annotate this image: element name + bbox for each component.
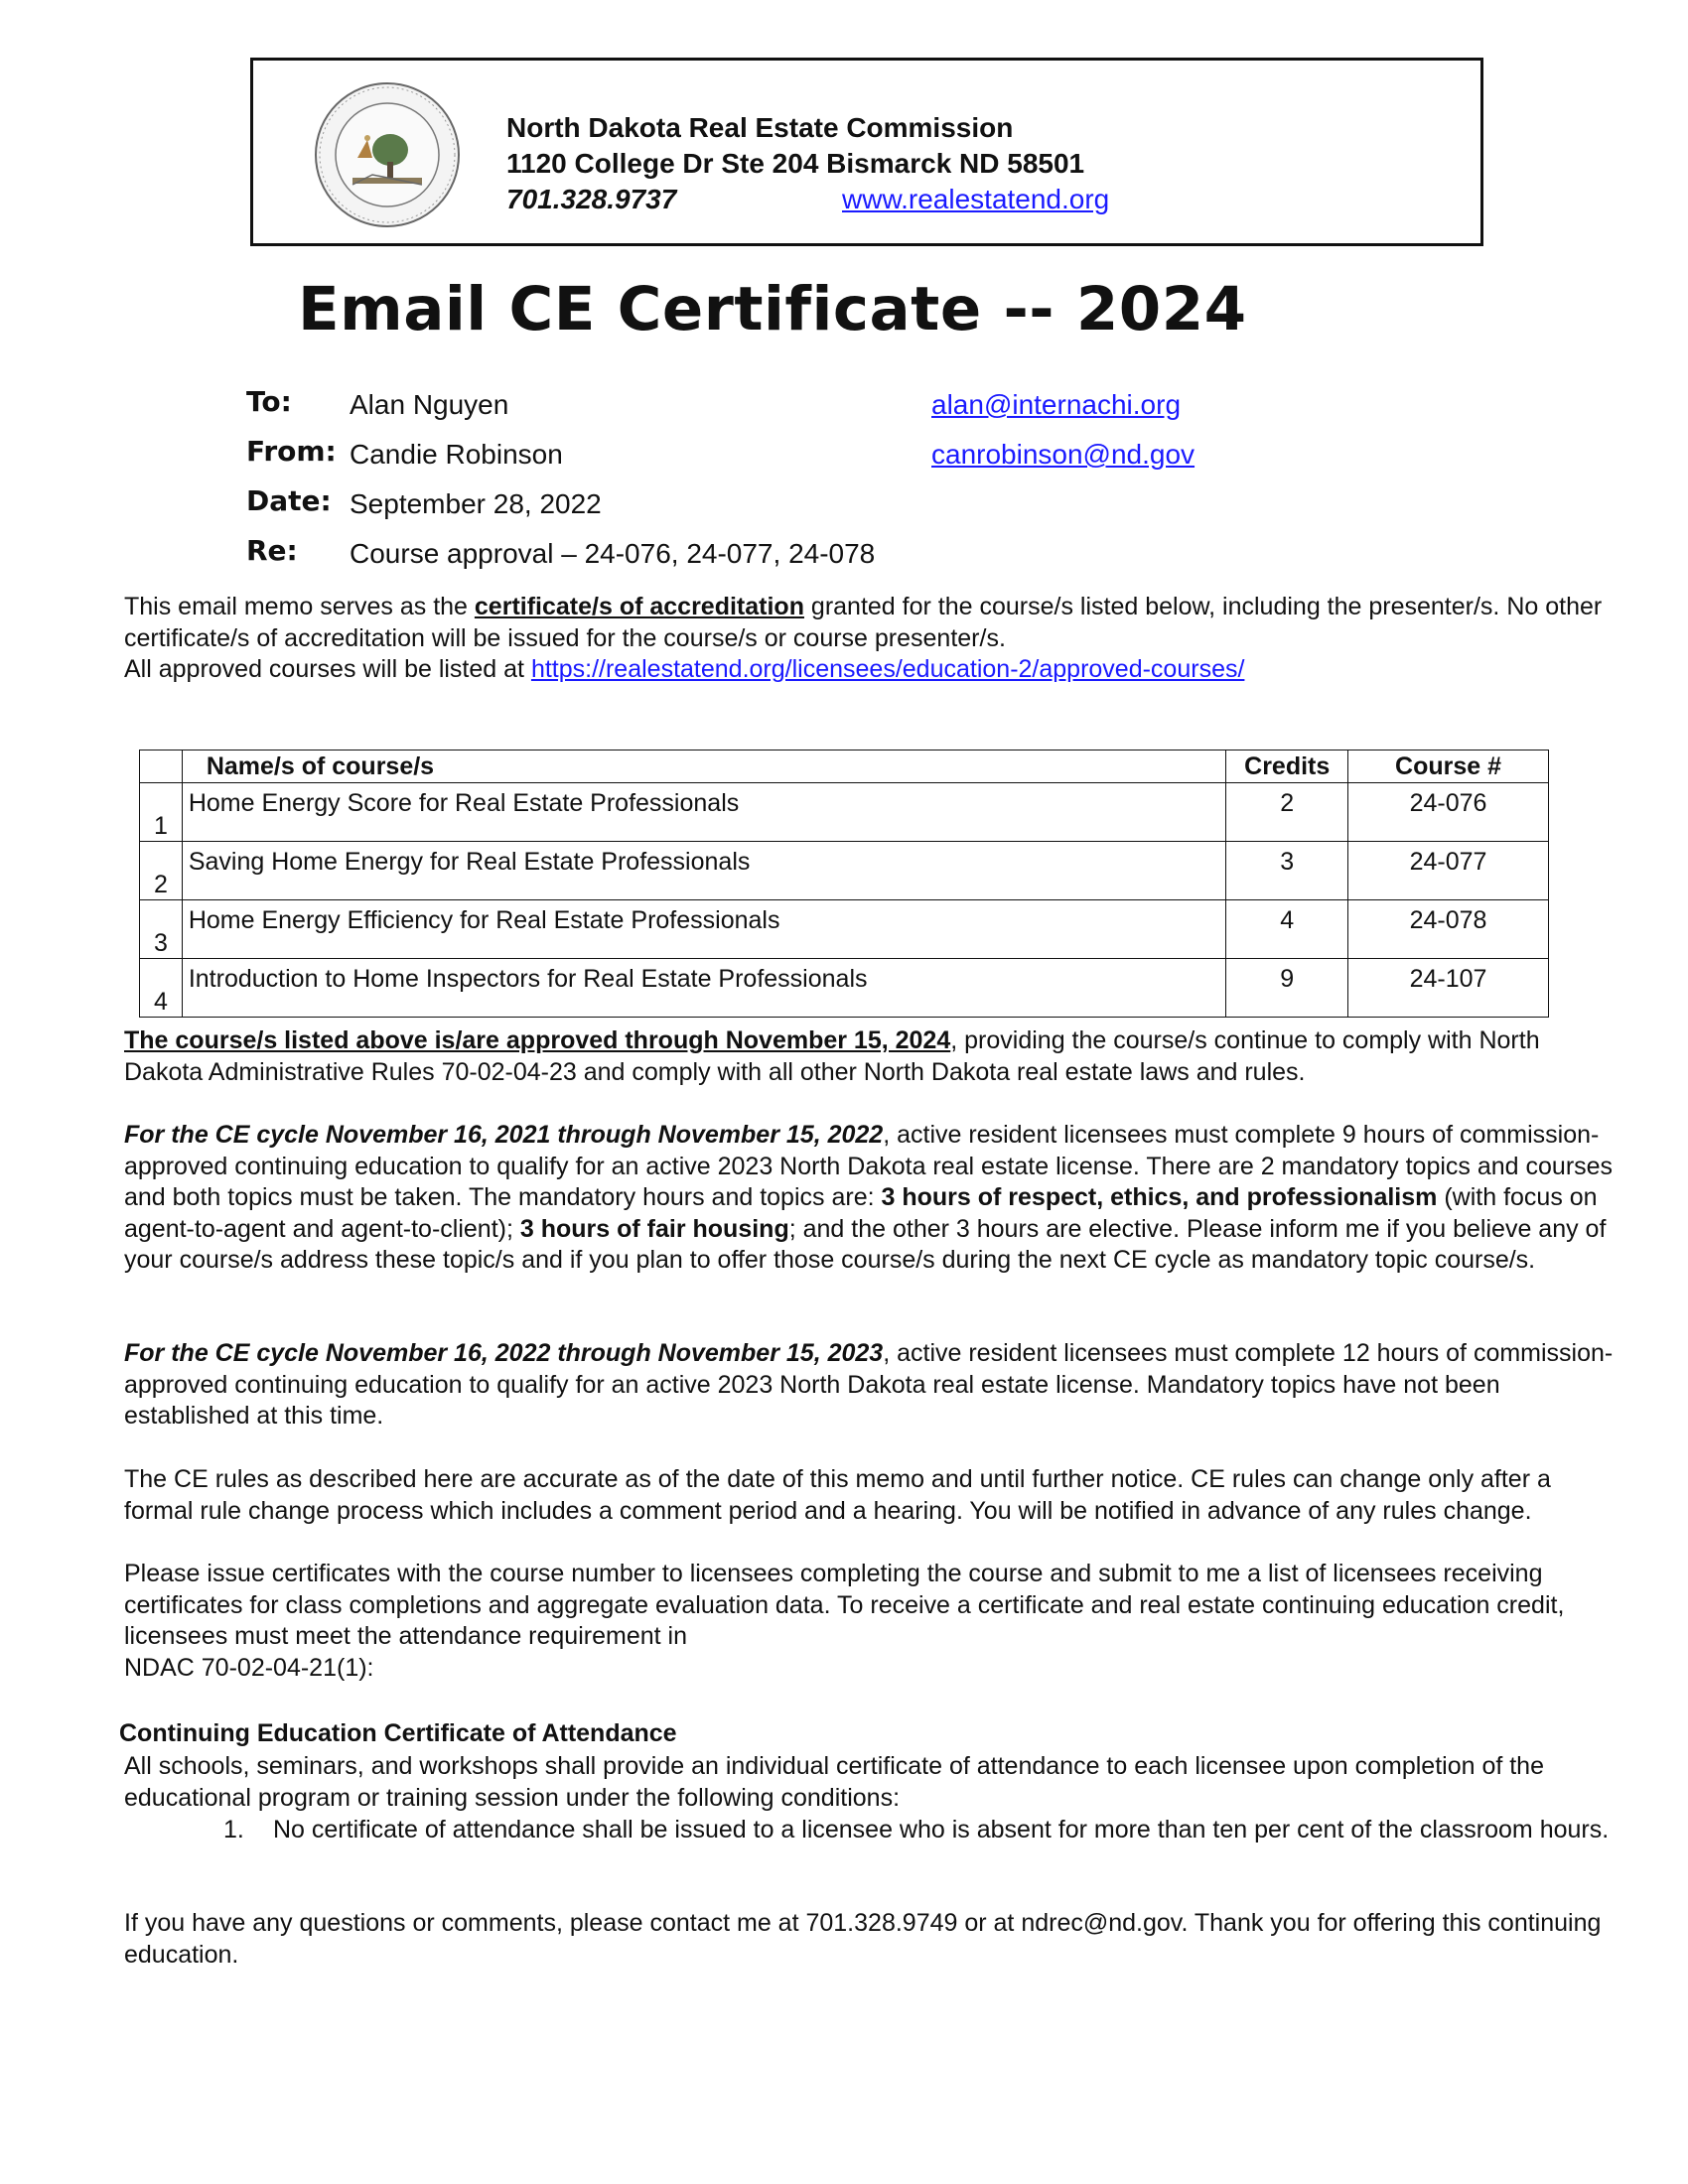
org-address: 1120 College Dr Ste 204 Bismarck ND 58501	[506, 148, 1085, 179]
course-number: 24-107	[1348, 959, 1549, 1018]
cycle2-text: , active resident licensees must complete 12 hours of commission-approved continuing education to qualify for an active 2023 North Dakota real estate license. Mandatory topics have not been established at this time.	[124, 1339, 1614, 1430]
date-value: September 28, 2022	[350, 488, 602, 519]
re-value: Course approval – 24-076, 24-077, 24-078	[350, 538, 876, 569]
memo-header	[246, 385, 1239, 584]
ce-rules-paragraph: The CE rules as described here are accurate as of the date of this memo and until further notice. CE rules can change only after a formal rule change process which includes a comment period and a hearing. You will be notified in advance of any rules change.	[124, 1465, 1551, 1525]
intro-text-before: This email memo serves as the	[124, 593, 475, 620]
cycle2-lead: For the CE cycle November 16, 2022 through November 15, 2023	[124, 1339, 884, 1367]
to-name: Alan Nguyen	[350, 389, 509, 420]
table-row	[140, 783, 1549, 842]
to-label: To:	[246, 385, 292, 418]
course-name: Saving Home Energy for Real Estate Professionals	[182, 842, 1226, 900]
memo-re-row	[246, 534, 1239, 584]
approved-courses-link[interactable]: https://realestatend.org/licensees/education-2/approved-courses/	[530, 655, 1245, 683]
cycle1-text2: (with focus on agent-to-agent and agent-to-client);	[124, 1183, 1598, 1243]
org-name: North Dakota Real Estate Commission	[506, 112, 1014, 143]
header-course-number: Course #	[1348, 751, 1549, 783]
intro-link-prefix: All approved courses will be listed at	[124, 655, 531, 683]
memo-date-row	[246, 484, 1239, 534]
from-label: From:	[246, 435, 337, 468]
course-credits: 2	[1226, 783, 1348, 842]
course-credits: 3	[1226, 842, 1348, 900]
table-row	[140, 842, 1549, 900]
cycle1-lead: For the CE cycle November 16, 2021 through November 15, 2022	[124, 1121, 884, 1149]
course-credits: 9	[1226, 959, 1348, 1018]
table-header-row	[140, 751, 1549, 783]
course-name: Introduction to Home Inspectors for Real Estate Professionals	[182, 959, 1226, 1018]
course-name: Home Energy Efficiency for Real Estate Professionals	[182, 900, 1226, 959]
row-number: 1	[140, 783, 183, 842]
row-number: 3	[140, 900, 183, 959]
date-label: Date:	[246, 484, 332, 517]
attendance-heading: Continuing Education Certificate of Attendance	[119, 1719, 677, 1747]
table-row	[140, 959, 1549, 1018]
memo-to-row	[246, 385, 1239, 435]
header-credits: Credits	[1226, 751, 1348, 783]
course-name: Home Energy Score for Real Estate Professionals	[182, 783, 1226, 842]
course-number: 24-078	[1348, 900, 1549, 959]
attendance-text: All schools, seminars, and workshops shall provide an individual certificate of attendance to each licensee upon completion of the educational program or training session under the following conditions:	[124, 1752, 1544, 1812]
row-number: 2	[140, 842, 183, 900]
approval-paragraph	[124, 1025, 1614, 1088]
to-email-link[interactable]: alan@internachi.org	[931, 389, 1182, 420]
org-info	[506, 110, 1109, 217]
header-num	[140, 751, 183, 783]
intro-paragraph	[124, 592, 1614, 686]
ndac-reference: NDAC 70-02-04-21(1):	[124, 1653, 374, 1682]
cycle1-text3: ; and the other 3 hours are elective. Please inform me if you believe any of your course/s address these topic/s and if you plan to offer those course/s during the next CE cycle as mandatory topic course/s.	[124, 1214, 1607, 1274]
from-name: Candie Robinson	[350, 439, 563, 470]
cycle1-text1: , active resident licensees must complete 9 hours of commission-approved continuing education to qualify for an active 2023 North Dakota real estate license. There are 2 mandatory topics and courses and both topics must be taken. The mandatory hours and topics are:	[124, 1121, 1614, 1211]
header-course-name: Name/s of course/s	[182, 751, 1226, 783]
org-website-link[interactable]: www.realestatend.org	[842, 184, 1110, 214]
course-number: 24-077	[1348, 842, 1549, 900]
ce-cycle-2021-paragraph	[124, 1120, 1614, 1277]
closing-paragraph: If you have any questions or comments, please contact me at 701.328.9749 or at ndrec@nd.gov. Thank you for offering this continuing education.	[124, 1909, 1602, 1969]
issue-text: Please issue certificates with the course number to licensees completing the course and submit to me a list of licensees receiving certificates for class completions and aggregate evaluation data. To receive a certificate and real estate continuing education credit, licensees must meet the attendance requirement in	[124, 1560, 1565, 1650]
row-number: 4	[140, 959, 183, 1018]
table-row	[140, 900, 1549, 959]
approval-text: , providing the course/s continue to comply with North Dakota Administrative Rules 70-02-04-23 and comply with all other North Dakota real estate laws and rules.	[124, 1026, 1540, 1086]
intro-accreditation-bold: certificate/s of accreditation	[474, 593, 804, 620]
cycle1-ethics-bold: 3 hours of respect, ethics, and professionalism	[881, 1183, 1438, 1211]
letterhead-box	[250, 58, 1483, 246]
course-table	[139, 750, 1549, 1018]
re-label: Re:	[246, 534, 298, 567]
state-seal-icon	[313, 80, 462, 229]
org-phone: 701.328.9737	[506, 184, 677, 214]
ce-cycle-2022-paragraph	[124, 1338, 1614, 1433]
intro-text-after: granted for the course/s listed below, including the presenter/s. No other certificate/s of accreditation will be issued for the course/s or course presenter/s.	[124, 593, 1603, 652]
list-item-text: No certificate of attendance shall be issued to a licensee who is absent for more than ten per cent of the classroom hours.	[273, 1816, 1610, 1843]
issue-certificates-paragraph	[124, 1559, 1614, 1684]
course-credits: 4	[1226, 900, 1348, 959]
document-title: Email CE Certificate -- 2024	[298, 274, 1247, 344]
from-email-link[interactable]: canrobinson@nd.gov	[931, 439, 1196, 470]
list-item-number: 1.	[223, 1816, 244, 1843]
memo-from-row	[246, 435, 1239, 484]
approval-date-bold: The course/s listed above is/are approved through November 15, 2024	[124, 1026, 951, 1054]
course-number: 24-076	[1348, 783, 1549, 842]
cycle1-fair-housing-bold: 3 hours of fair housing	[519, 1214, 789, 1243]
